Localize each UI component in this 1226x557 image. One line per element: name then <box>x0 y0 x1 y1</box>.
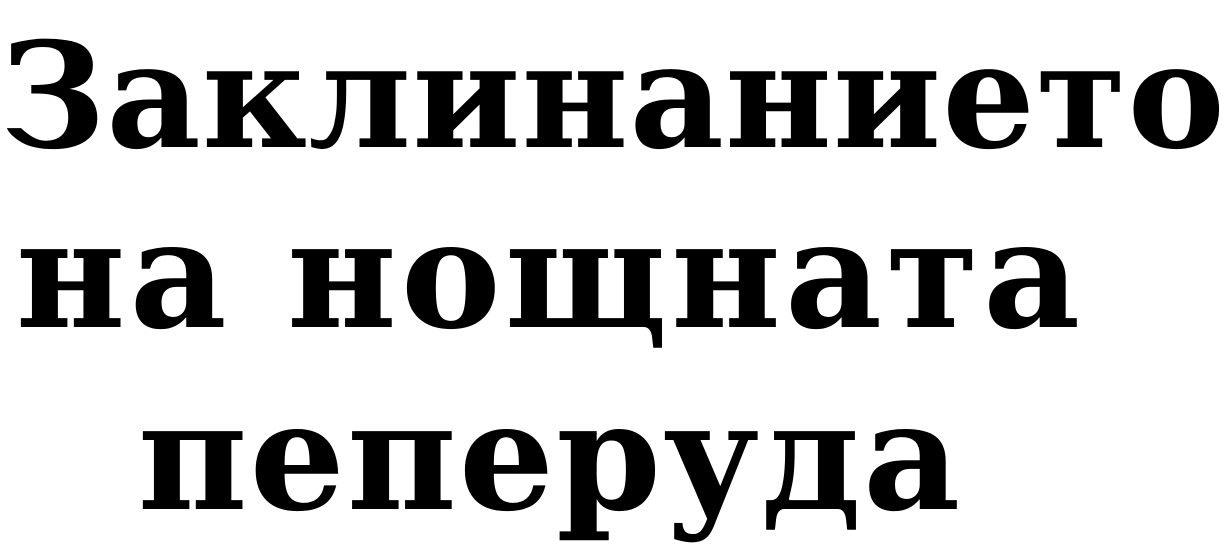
title-line-3: пеперуда <box>137 369 963 545</box>
title-line-1: Заклинанието <box>0 11 1226 182</box>
title-line-2: на нощната <box>15 187 1085 363</box>
